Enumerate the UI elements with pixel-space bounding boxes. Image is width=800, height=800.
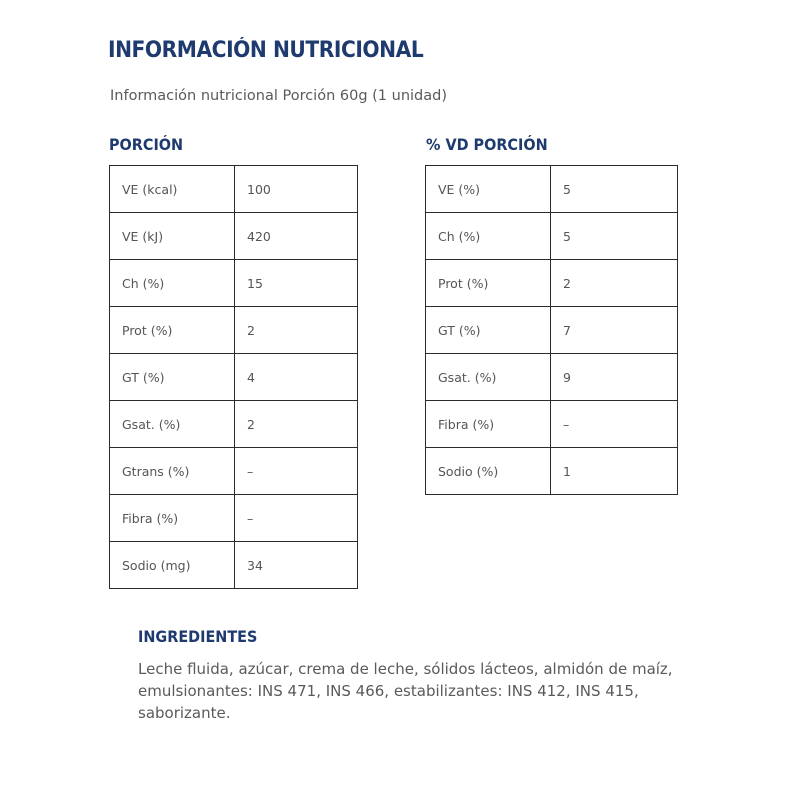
- ingredientes-text: Leche fluida, azúcar, crema de leche, sólidos lácteos, almidón de maíz, emulsionantes: INS 471, INS 466, estabilizantes: INS 412, INS 415, saborizante.: [138, 660, 673, 722]
- row-value: –: [235, 495, 358, 542]
- page-subtitle: Información nutricional Porción 60g (1 unidad): [110, 88, 447, 104]
- table-row: [426, 166, 678, 213]
- row-label: Sodio (%): [426, 448, 551, 495]
- vd-porcion-heading: % VD PORCIÓN: [426, 135, 548, 154]
- table-row: [426, 354, 678, 401]
- table-row: [110, 401, 358, 448]
- row-label: Prot (%): [110, 307, 235, 354]
- row-value: 34: [235, 542, 358, 589]
- vd-porcion-table: [425, 165, 678, 495]
- table-row: [110, 213, 358, 260]
- page-title: INFORMACIÓN NUTRICIONAL: [108, 38, 424, 63]
- row-value: 420: [235, 213, 358, 260]
- table-row: [110, 166, 358, 213]
- row-label: VE (%): [426, 166, 551, 213]
- porcion-table: [109, 165, 358, 589]
- row-label: Gsat. (%): [426, 354, 551, 401]
- table-row: [110, 495, 358, 542]
- table-row: [110, 448, 358, 495]
- row-value: 7: [551, 307, 678, 354]
- table-row: [110, 307, 358, 354]
- row-label: GT (%): [426, 307, 551, 354]
- table-row: [110, 260, 358, 307]
- row-value: –: [235, 448, 358, 495]
- table-row: [110, 354, 358, 401]
- porcion-heading: PORCIÓN: [109, 135, 184, 154]
- row-value: 2: [235, 307, 358, 354]
- row-value: 5: [551, 213, 678, 260]
- row-label: GT (%): [110, 354, 235, 401]
- table-row: [426, 307, 678, 354]
- row-value: 4: [235, 354, 358, 401]
- table-row: [110, 542, 358, 589]
- row-label: Prot (%): [426, 260, 551, 307]
- ingredientes-heading: INGREDIENTES: [138, 627, 258, 646]
- row-label: Fibra (%): [110, 495, 235, 542]
- row-value: –: [551, 401, 678, 448]
- row-value: 100: [235, 166, 358, 213]
- row-label: Fibra (%): [426, 401, 551, 448]
- row-label: Gsat. (%): [110, 401, 235, 448]
- row-value: 1: [551, 448, 678, 495]
- row-value: 9: [551, 354, 678, 401]
- row-value: 2: [235, 401, 358, 448]
- table-row: [426, 260, 678, 307]
- row-value: 2: [551, 260, 678, 307]
- row-value: 5: [551, 166, 678, 213]
- row-label: VE (kcal): [110, 166, 235, 213]
- table-row: [426, 213, 678, 260]
- row-label: Ch (%): [426, 213, 551, 260]
- row-label: VE (kJ): [110, 213, 235, 260]
- row-label: Sodio (mg): [110, 542, 235, 589]
- table-row: [426, 448, 678, 495]
- row-label: Gtrans (%): [110, 448, 235, 495]
- row-value: 15: [235, 260, 358, 307]
- table-row: [426, 401, 678, 448]
- row-label: Ch (%): [110, 260, 235, 307]
